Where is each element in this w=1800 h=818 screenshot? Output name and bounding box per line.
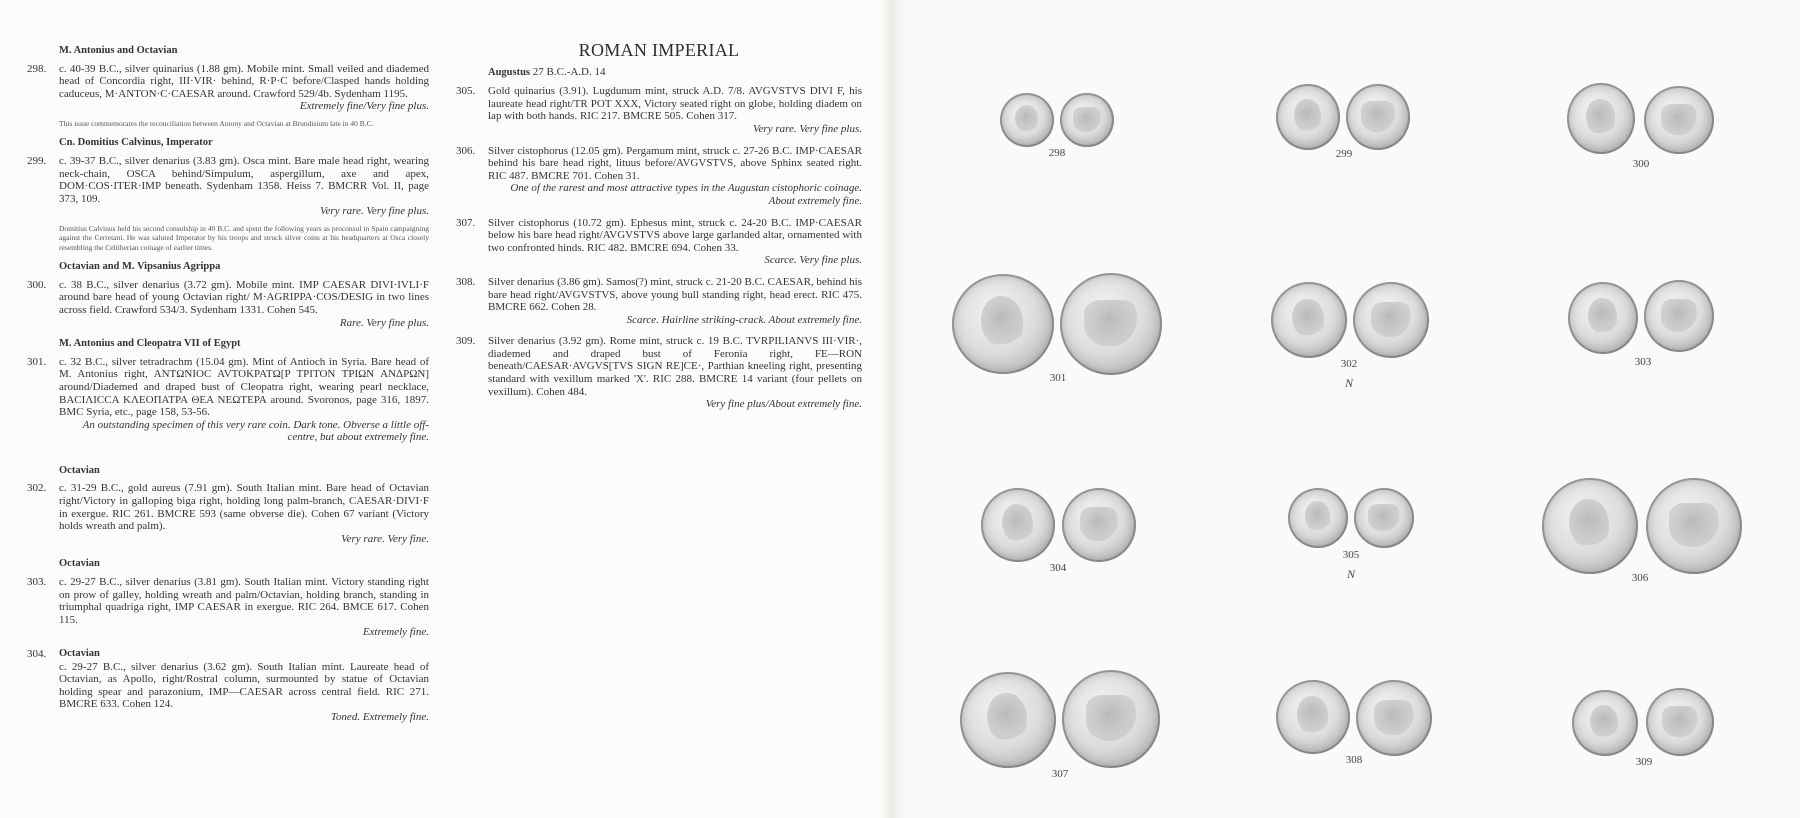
lot-entry — [456, 145, 862, 208]
plate-number: 298 — [1048, 147, 1066, 159]
plate-number: 304 — [1049, 562, 1067, 574]
coin-obverse — [1288, 488, 1348, 548]
lot-entry — [456, 276, 862, 326]
lot-description: Silver cistophorus (12.05 gm). Pergamum mint, struck c. 27-26 B.C. IMP·CAESAR behind his bare head right, lituus before/AVGVSTVS, above Sphinx seated right. RIC 487. BMCRE 701. Cohen 31. — [488, 144, 862, 182]
lot-number: 308. — [456, 275, 476, 288]
coin-reverse — [1353, 282, 1429, 358]
lot-description: c. 38 B.C., silver denarius (3.72 gm). Mobile mint. IMP CAESAR DIVI·IVLI·F around bare head of young Octavian right/ M·AGRIPPA·COS/DESIG in two lines across field. Crawford 534/3. Sydenham 1331. Cohen 545. — [59, 278, 429, 316]
lot-number: 307. — [456, 216, 476, 229]
plate-number: 301 — [1049, 372, 1067, 384]
coin-pair-303 — [1566, 280, 1716, 372]
lot-grade: One of the rarest and most attractive types in the Augustan cistophoric coinage. About extremely fine. — [510, 182, 862, 207]
coin-reverse — [1062, 670, 1160, 768]
lot-grade: Extremely fine. — [362, 626, 429, 639]
coin-pair-308 — [1274, 678, 1434, 770]
lot-number: 304. — [27, 648, 47, 660]
coin-reverse — [1644, 86, 1714, 154]
lot-number: 309. — [456, 335, 476, 348]
lot-entry — [456, 85, 862, 135]
ruler-name: Augustus — [488, 66, 531, 78]
metal-mark: N — [1344, 376, 1353, 390]
lot-description: c. 40-39 B.C., silver quinarius (1.88 gm). Mobile mint. Small veiled and diademed head of Concordia right, III·VIR· behind, R·P·C before/Clasped hands holding caduceus, M·ANTON·C·CAESAR around. Crawford 529/4b. Sydenham 1195. — [59, 62, 429, 100]
lot-description: c. 39-37 B.C., silver denarius (3.83 gm). Osca mint. Bare male head right, wearing neck-chain, OSCA behind/Simpulum, aspergillum, axe and apex, DOM·COS·ITER·IMP beneath. Sydenham 1358. Heiss 7. BMCRR Vol. II, page 373, 109. — [59, 154, 429, 205]
lot-grade: Toned. Extremely fine. — [330, 710, 429, 723]
lot-entry — [456, 335, 862, 411]
lot-number: 302. — [27, 482, 47, 495]
coin-obverse — [1542, 478, 1638, 574]
coin-pair-302 — [1269, 280, 1431, 396]
section-title: Cn. Domitius Calvinus, Imperator — [59, 137, 213, 149]
coin-pair-306 — [1540, 476, 1744, 590]
coin-pair-305 — [1286, 484, 1416, 588]
lot-grade: Rare. Very fine plus. — [339, 316, 429, 329]
coin-reverse — [1060, 273, 1162, 375]
book-gutter — [880, 0, 906, 818]
metal-mark: N — [1346, 567, 1355, 581]
coin-pair-304 — [980, 486, 1140, 582]
lot-description: c. 31-29 B.C., gold aureus (7.91 gm). South Italian mint. Bare head of Octavian right/Victory in galloping biga right, holding long palm-branch, CAESAR·DIVI·F in exergue. RIC 261. BMCRE 593 (same obverse die). Cohen 67 variant (Victory holds wreath and palm). — [59, 482, 429, 533]
lot-entry — [27, 63, 429, 113]
lot-grade: Scarce. Very fine plus. — [764, 254, 862, 267]
section-title: Octavian and M. Vipsanius Agrippa — [59, 261, 221, 273]
lot-grade: Very rare. Very fine plus. — [320, 205, 429, 218]
coin-obverse — [960, 672, 1056, 768]
lot-entry — [27, 576, 429, 639]
coin-obverse — [1271, 282, 1347, 358]
middle-column — [456, 40, 862, 420]
lot-number: 298. — [27, 62, 47, 75]
left-column — [27, 45, 429, 733]
lot-description: c. 32 B.C., silver tetradrachm (15.04 gm). Mint of Antioch in Syria. Bare head of M. Antonius right, ANTΩNIOC AVTOKPATΩ[P TPITON TPIΩN ANΔPΩN] around/Diademed and draped bust of Cleopatra right, wearing pearl necklace, BACIΛICCA KΛEOΠATPA ΘEA NEΩTEPA around. Svoronos, page 316, 1897. BMC Syria, etc., page 158, 53-56. — [59, 355, 429, 419]
ruler-heading — [488, 66, 862, 80]
lot-description: c. 29-27 B.C., silver denarius (3.62 gm). South Italian mint. Laureate head of Octavian, as Apollo, right/Rostral column, surmounted by statue of Octavian holding spear and parazonium, IMP—CAESAR across central field. RIC 271. BMCRE 633. Cohen 124. — [59, 660, 429, 711]
coin-obverse — [1276, 680, 1350, 754]
lot-description: c. 29-27 B.C., silver denarius (3.81 gm). South Italian mint. Victory standing right on prow of galley, holding wreath and palm/Octavian, holding branch, standing in triumphal quadriga right, IMP CAESAR in exergue. RIC 264. BMCE 617. Cohen 115. — [59, 576, 429, 626]
section-title: M. Antonius and Cleopatra VII of Egypt — [59, 338, 241, 350]
coin-pair-309 — [1570, 686, 1718, 772]
plate-number: 305 — [1342, 549, 1360, 561]
coin-reverse — [1646, 688, 1714, 756]
coin-obverse — [981, 488, 1055, 562]
coin-reverse — [1060, 93, 1114, 147]
coin-obverse — [1276, 84, 1340, 150]
lot-entry — [27, 155, 429, 218]
plate-number: 307 — [1051, 768, 1069, 780]
coin-pair-299 — [1274, 82, 1414, 164]
lot-entry — [27, 482, 429, 545]
plate-number: 302 — [1340, 358, 1358, 370]
lot-grade: Very fine plus/About extremely fine. — [705, 398, 862, 411]
plate-number: 299 — [1335, 148, 1353, 160]
coin-obverse — [1567, 83, 1635, 154]
lot-number: 301. — [27, 355, 47, 368]
coin-obverse — [952, 274, 1054, 374]
coin-pair-300 — [1566, 82, 1716, 174]
plate-number: 306 — [1631, 572, 1649, 584]
coin-pair-298 — [998, 90, 1118, 168]
lot-number: 305. — [456, 85, 476, 98]
lot-remark: This issue commemorates the reconciliation between Antony and Octavian at Brundisium late in 40 B.C. — [59, 118, 374, 128]
coin-reverse — [1356, 680, 1432, 756]
ruler-dates: 27 B.C.-A.D. 14 — [532, 65, 606, 78]
lot-grade: An outstanding specimen of this very rare coin. Dark tone. Obverse a little off-centre, but about extremely fine. — [82, 418, 429, 444]
coin-obverse — [1572, 690, 1638, 756]
coin-reverse — [1062, 488, 1136, 562]
coin-pair-307 — [958, 668, 1162, 784]
lot-description: Silver denarius (3.86 gm). Samos(?) mint, struck c. 21-20 B.C. CAESAR, behind his bare head right/AVGVSTVS, above young bull standing right, head erect. RIC 475. BMCRE 662. Cohen 28. — [488, 275, 862, 314]
plate-number: 303 — [1634, 356, 1652, 368]
lot-entry — [456, 217, 862, 267]
lot-heading: Octavian — [59, 648, 100, 659]
page-heading: ROMAN IMPERIAL — [578, 40, 740, 60]
lot-entry — [27, 356, 429, 444]
coin-reverse — [1354, 488, 1414, 548]
coin-obverse — [1000, 93, 1054, 147]
lot-entry — [27, 648, 429, 724]
lot-grade: Scarce. Hairline striking-crack. About extremely fine. — [626, 313, 862, 326]
lot-grade: Very rare. Very fine. — [341, 532, 429, 545]
section-title: M. Antonius and Octavian — [59, 45, 178, 56]
coin-reverse — [1346, 84, 1410, 150]
lot-remark: Domitius Calvinus held his second consulship in 40 B.C. and spent the following years as proconsul in Spain campaigning against the Cerretani. He was saluted Imperator by his troops and struck silver coins at his headquarters at Osca closely resembling the Celtiberian coinage of earlier times. — [59, 223, 429, 252]
coin-pair-301 — [950, 272, 1166, 390]
lot-number: 300. — [27, 278, 47, 291]
plate-number: 300 — [1632, 158, 1650, 170]
section-title: Octavian — [59, 464, 100, 476]
lot-number: 306. — [456, 144, 476, 157]
coin-obverse — [1568, 282, 1638, 354]
lot-number: 303. — [27, 576, 47, 589]
lot-grade: Very rare. Very fine plus. — [753, 122, 862, 135]
lot-entry — [27, 279, 429, 329]
coin-reverse — [1646, 478, 1742, 574]
lot-description: Gold quinarius (3.91). Lugdunum mint, struck A.D. 7/8. AVGVSTVS DIVI F, his laureate head right/TR POT XXX, Victory seated right on globe, holding diadem on lap with both hands. RIC 217. BMCRE 505. Cohen 317. — [488, 85, 862, 123]
plate-number: 308 — [1345, 754, 1363, 766]
lot-description: Silver cistophorus (10.72 gm). Ephesus mint, struck c. 24-20 B.C. IMP·CAESAR below his bare head right/AVGVSTVS above large garlanded altar, ornamented with two confronted hinds. RIC 482. BMCRE 694. Cohen 33. — [488, 216, 862, 254]
lot-number: 299. — [27, 154, 47, 167]
plate-number: 309 — [1635, 756, 1653, 768]
lot-description: Silver denarius (3.92 gm). Rome mint, struck c. 19 B.C. TVRPILIANVS III·VIR·, diademed and draped bust of Feronia right, FE—RON beneath/CAESAR·AVGVS[TVS SIGN RE]CE·, Parthian kneeling right, presenting standard with vexillum marked 'X'. RIC 288. BMCRE 14 variant (four pellets on vexillum). Cohen 484. — [488, 335, 862, 398]
coin-reverse — [1644, 280, 1714, 352]
lot-grade: Extremely fine/Very fine plus. — [299, 100, 429, 113]
section-title: Octavian — [59, 558, 100, 570]
